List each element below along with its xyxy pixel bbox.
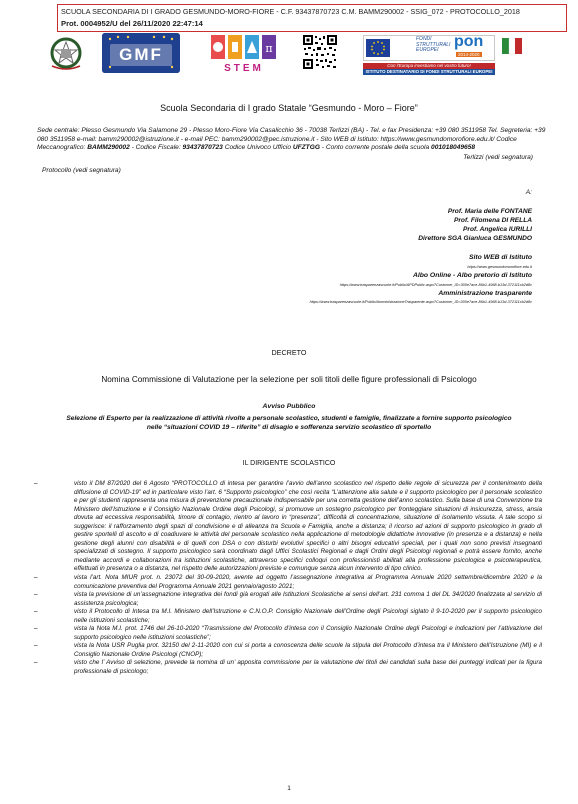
pon-strutturali-text: STRUTTURALI	[416, 41, 451, 48]
address-part-1: Sede centrale: Plesso Gesmundo Via Salamone 29 - Plesso Moro-Fiore Via Casalicchio 36 - 70038 Terlizzi (BA) - Tel. e fax Presidenza: +39 080 3511958 Tel. Segreteria: +39 080 3511958 e-mail: bamm290002@istruzione.it - e-mail PEC: bamm290002@pec.istruzione.it - Sito WEB di Istituto: https://www.gesmundomorofiore.edu.it/ Codice Meccanografico:	[37, 127, 546, 151]
place-date-line: Terlizzi (vedi segnatura)	[463, 154, 533, 161]
list-dash: –	[34, 591, 38, 599]
codice-fiscale: 93437870723	[182, 144, 223, 151]
amministrazione-trasparente-label: Amministrazione trasparente	[438, 290, 532, 297]
amministrazione-trasparente-url[interactable]: https://www.trasparenzascuole.it/Public/AmministrazioneTrasparente.aspx?Customer_ID=300e7ace-86b1-4968-b13d-372111cb2d8c	[309, 300, 532, 304]
list-dash: –	[34, 659, 38, 667]
list-item	[34, 659, 542, 676]
sito-web-label: Sito WEB di Istituto	[468, 254, 532, 261]
list-dash: –	[34, 480, 38, 487]
list-item	[34, 608, 542, 625]
gmf-logo-text: GMF	[119, 45, 163, 64]
list-item-text: visto il DM 87/2020 del 6 Agosto “PROTOCOLLO di intesa per garantire l’avvio dell’anno scolastico nel rispetto delle regole di sicurezza per il contenimento della diffusione di COVID-19” ed in particolare visto l’art. 6 “Supporto psicologico” che così recita “L’attenzione alla salute e il supporto psicologico per il personale scolastico e per gli studenti rappresenta una misura di prevenzione precauzionale indispensabile per una corretta gestione dell’anno scolastico. Sulla base di una Convenzione tra Ministero dell’Istruzione e il Consiglio Nazionale Ordine degli Psicologi, si promuove un sostegno psicologico per fronteggiare situazioni di insicurezza, stress, ansia dovuta ad eccessiva responsabilità, timore di contagio, rientro al lavoro in “presenza”, difficoltà di concentrazione, situazione di isolamento vissuta. A tale scopo si suggerisce: il rafforzamento degli spazi di condivisione e di alleanza tra Scuola e Famiglia, anche a distanza; il ricorso ad azioni di supporto psicologico in grado di gestire sportelli di ascolto e di coadiuvare le attività del personale scolastico nella applicazione di metodologie didattiche innovative (in presenza e a distanza) e nella gestione degli alunni con disabilità e di quelli con DSA o con disturbi evolutivi specifici o altri bisogni educativi speciali, per i quali non sono previsti insegnanti specializzati di sostegno. Il supporto psicologico sarà coordinato dagli Uffici Scolastici Regionali e dagli Ordini degli Psicologi regionali e potrà essere fornito, anche mediante accordi e collaborazioni tra istituzioni scolastiche, attraverso specifici colloqui con professionisti abilitati alla professione psicologica e psicoterapeutica, effettuati in presenza o a distanza, nel rispetto delle autorizzazioni previste e comunque senza alcun intervento di tipo clinico.	[74, 480, 542, 573]
list-dash: –	[34, 642, 38, 650]
address-part-3: Codice Univoco Ufficio	[222, 144, 293, 151]
avviso-pubblico-heading: Avviso Pubblico	[262, 403, 316, 410]
conto-corrente: 001018049658	[431, 144, 476, 151]
list-dash: –	[34, 574, 38, 582]
list-item	[34, 642, 542, 659]
qr-code-icon	[302, 34, 338, 70]
list-item	[34, 591, 542, 608]
recipient-4: Direttore SGA Gianluca GESMUNDO	[418, 235, 532, 242]
italy-flag-icon	[502, 36, 522, 58]
list-item-text: vista la Nota USR Puglia prot. 32150 del 2-11-2020 con cui si porta a conoscenza delle scuole la stipula del Protocollo d’intesa tra il Ministero dell’Istruzione (MI) e il Consiglio Nazionale Ordine Psicologi (CNOP);	[74, 642, 542, 658]
protocollo-line: Protocollo (vedi segnatura)	[42, 167, 121, 174]
address-part-4: - Conto corrente postale della scuola	[319, 144, 432, 151]
recipient-2: Prof. Filomena DI RELLA	[453, 217, 532, 224]
school-address-block	[37, 127, 557, 153]
list-item	[34, 574, 542, 591]
list-item-text: vista la Nota M.I. prot. 1746 del 26-10-2020 “Trasmissione del Protocollo d’intesa con il Consiglio Nazionale Ordine degli Psicologi e indicazioni per l’attivazione del supporto psicologico nelle istituzioni scolastiche”;	[74, 625, 542, 641]
decreto-heading: DECRETO	[271, 348, 307, 357]
list-item-text: visto che l’ Avviso di selezione, prevede la nomina di un’ apposita commissione per la valutazione dei titoli dei candidati sulla base dei punteggi indicati per la figura professionale di psicologo;	[74, 659, 542, 676]
albo-online-url[interactable]: https://www.trasparenzascuole.it/Public/APDPublic.aspx?Customer_ID=300e7ace-86b1-4968-b13d-372111cb2d8c	[339, 283, 532, 287]
pon-slogan-bar: Con l'Europa investiamo nel vostro futuro!	[363, 63, 495, 69]
dirigente-heading: IL DIRIGENTE SCOLASTICO	[242, 460, 336, 467]
pon-word: pon	[454, 33, 484, 50]
list-item-text: vista la previsione di un’assegnazione integrativa dei fondi già erogati alle Istituzioni Scolastiche ai sensi dell’art. 231 comma 1 del DL 34/2020 finalizzata al servizio di assistenza psicologica;	[74, 591, 542, 607]
protocol-line-1: SCUOLA SECONDARIA DI I GRADO GESMUNDO-MORO-FIORE - C.F. 93437870723 C.M. BAMM290002 - SSIG_072 - PROTOCOLLO_2018	[61, 7, 520, 16]
albo-online-label: Albo Online - Albo pretorio di Istituto	[412, 272, 532, 279]
list-item	[34, 480, 542, 574]
sito-web-url[interactable]: https://www.gesmundomorofiore.edu.it	[467, 265, 532, 269]
pon-fondi-strutturali-logo	[363, 35, 495, 61]
selezione-subtitle: Selezione di Esperto per la realizzazione di attività rivolte a personale scolastico, studenti e famiglie, finalizzate a fornire supporto psicologico nelle “situazioni COVID 19 – riferite” di disagio e sofferenza servizio scolastico di sportello	[66, 415, 512, 431]
protocol-line-2: Prot. 0004952/U del 26/11/2020 22:47:14	[61, 19, 203, 28]
eu-flag-icon	[366, 39, 390, 57]
list-item-text: visto il Protocollo di Intesa tra M.I. Ministero dell’Istruzione e C.N.O.P. Consiglio Nazionale dell’Ordine degli Psicologi siglato il 9-10-2020 per il supporto psicologico nelle istituzioni scolastiche;	[74, 608, 542, 624]
codice-meccanografico: BAMM290002	[87, 144, 130, 151]
pon-fondi-text: FONDI	[416, 36, 432, 42]
list-dash: –	[34, 625, 38, 633]
recipient-1: Prof. Maria delle FONTANE	[447, 208, 532, 215]
list-item	[34, 625, 542, 642]
decree-considerations-list	[34, 480, 542, 677]
school-gmf-logo	[102, 33, 180, 73]
italian-republic-emblem-icon	[47, 36, 85, 72]
pon-institute-bar: ISTITUTO DESTINATARIO DI FONDI STRUTTURALI EUROPEI PON FSE-FESR	[363, 69, 495, 75]
stem-logo	[207, 33, 281, 75]
pon-europei-text: EUROPEI	[416, 47, 439, 54]
recipients-label: A:	[525, 189, 532, 196]
protocol-stamp-box	[57, 4, 567, 32]
list-item-text: vista l’art. Nota MIUR prot. n. 23072 del 30-09-2020, avente ad oggetto l’assegnazione integrativa al Programma Annuale 2020 settembre/dicembre 2020 e la comunicazione preventiva del Programma Annuale 2021 gennaio/agosto 2021;	[74, 574, 542, 590]
list-dash: –	[34, 608, 38, 616]
school-name-heading: Scuola Secondaria di I grado Statale “Gesmundo - Moro – Fiore”	[160, 103, 418, 113]
svg-text:π: π	[265, 42, 273, 55]
pon-years: 2014-2020	[458, 52, 480, 57]
recipient-3: Prof. Angelica IURILLI	[463, 226, 532, 233]
nomina-title: Nomina Commissione di Valutazione per la selezione per soli titoli delle figure professionali di Psicologo	[101, 375, 477, 384]
page-number: 1	[287, 785, 291, 792]
codice-univoco: UFZTGG	[292, 144, 320, 151]
stem-logo-text: STEM	[224, 63, 264, 74]
address-part-2: - Codice Fiscale:	[129, 144, 183, 151]
